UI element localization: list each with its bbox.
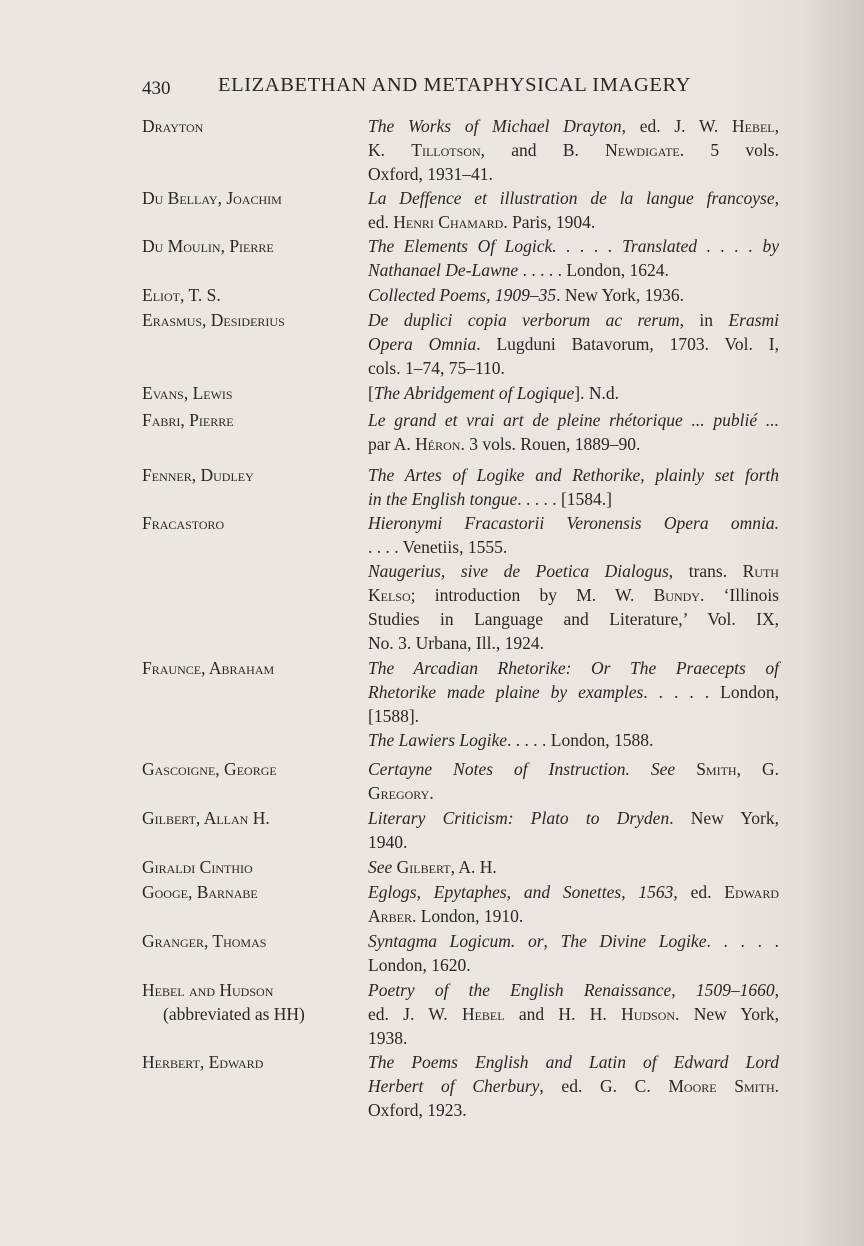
work-citation — [368, 855, 779, 879]
author-name: Du Moulin, Pierre — [142, 236, 274, 256]
citation-text: [1588]. — [368, 706, 420, 726]
citation-text: Le grand et vrai art de pleine rhétorique ... publié ... — [368, 410, 779, 430]
citation-line — [368, 356, 779, 380]
citation-line — [368, 234, 779, 258]
citation-text: , A. H. — [450, 857, 497, 877]
author-note: (abbreviated as HH) — [163, 1004, 305, 1024]
entry-author — [142, 186, 362, 210]
author-name: Fracastoro — [142, 513, 225, 533]
citation-text: No. 3. Urbana, Ill., 1924. — [368, 633, 544, 653]
citation-text: The Divine Logike — [560, 931, 707, 951]
citation-text: K. — [368, 140, 412, 160]
citation-text: Héron — [415, 434, 461, 454]
citation-text: Hebel — [731, 116, 775, 136]
citation-text: . London, 1910. — [411, 906, 524, 926]
citation-line — [368, 631, 779, 655]
citation-line — [368, 704, 779, 728]
author-name: Hebel and Hudson — [142, 980, 274, 1000]
citation-line — [368, 559, 779, 583]
citation-text: Rhetorike made plaine by examples — [368, 682, 644, 702]
citation-text: , ed. — [673, 882, 725, 902]
citation-text: London, 1620. — [368, 955, 471, 975]
entry-author — [142, 234, 362, 258]
citation-line — [368, 186, 779, 210]
citation-text: De duplici copia verborum ac rerum — [368, 310, 680, 330]
citation-text: . New York, — [669, 808, 779, 828]
citation-text: . . . . . — [706, 931, 780, 951]
citation-line — [368, 781, 779, 805]
citation-text: cols. 1–74, 75–110. — [368, 358, 505, 378]
citation-text: The Works of Michael Drayton — [368, 116, 622, 136]
citation-line — [368, 953, 779, 977]
author-name: Eliot, T. S. — [142, 285, 221, 305]
work-citation — [368, 234, 779, 282]
work-citation — [368, 728, 779, 752]
entry-author — [142, 978, 362, 1026]
citation-text: Newdigate — [605, 140, 680, 160]
citation-line — [368, 680, 779, 704]
citation-line — [368, 114, 779, 138]
citation-text: Ruth — [742, 561, 779, 581]
author-name: Herbert, Edward — [142, 1052, 264, 1072]
author-name: Fraunce, Abraham — [142, 658, 275, 678]
citation-line — [368, 308, 779, 332]
citation-text: Edward — [724, 882, 779, 902]
work-citation — [368, 978, 779, 1050]
citation-line — [368, 1098, 779, 1122]
citation-line — [368, 855, 779, 879]
page-number: 430 — [142, 78, 171, 99]
citation-line — [368, 607, 779, 631]
citation-line — [368, 332, 779, 356]
citation-text: ed. — [368, 212, 394, 232]
author-name: Evans, Lewis — [142, 383, 233, 403]
citation-text: . — [774, 1076, 779, 1096]
citation-text: , and B. — [480, 140, 606, 160]
citation-text: Certayne Notes of Instruction. See — [368, 759, 697, 779]
work-citation — [368, 308, 779, 380]
citation-text: . . . . . London, 1624. — [518, 260, 669, 280]
citation-line — [368, 432, 779, 456]
citation-text: The Elements Of Logick. . . . . Translated . . . . by — [368, 236, 779, 256]
citation-line — [368, 138, 779, 162]
citation-text: La Deffence et illustration de la langue francoyse — [368, 188, 775, 208]
author-name: Du Bellay, Joachim — [142, 188, 282, 208]
citation-text: ; introduction by M. W. — [410, 585, 654, 605]
citation-text: Moore Smith — [668, 1076, 775, 1096]
citation-text: Opera Omnia — [368, 334, 477, 354]
work-citation — [368, 1050, 779, 1122]
citation-text: Eglogs, Epytaphes, and Sonettes, 1563 — [368, 882, 674, 902]
citation-text: . 3 vols. Rouen, 1889–90. — [460, 434, 641, 454]
author-name: Gascoigne, George — [142, 759, 277, 779]
citation-text: Collected Poems, 1909–35 — [368, 285, 557, 305]
citation-text: Herbert of Cherbury — [368, 1076, 540, 1096]
citation-text: The Lawiers Logike — [368, 730, 508, 750]
entry-author — [142, 929, 362, 953]
citation-text: [ — [368, 383, 374, 403]
citation-text: Oxford, 1923. — [368, 1100, 467, 1120]
work-citation — [368, 408, 779, 456]
citation-text: Syntagma Logicum. or — [368, 931, 544, 951]
citation-text: Hudson — [621, 1004, 676, 1024]
citation-text: 1940. — [368, 832, 408, 852]
citation-line — [368, 904, 779, 928]
citation-text: . . . . Venetiis, 1555. — [368, 537, 508, 557]
citation-line — [368, 830, 779, 854]
citation-line — [368, 463, 779, 487]
citation-text: . . . . . London, — [643, 682, 779, 702]
entry-author — [142, 880, 362, 904]
work-citation — [368, 929, 779, 977]
running-title: ELIZABETHAN AND METAPHYSICAL IMAGERY — [218, 74, 692, 96]
work-citation — [368, 463, 779, 511]
citation-text: . — [429, 783, 434, 803]
citation-text: Gilbert — [396, 857, 451, 877]
citation-text: Literary Criticism: Plato to Dryden — [368, 808, 670, 828]
citation-line — [368, 806, 779, 830]
citation-text: . . . . . [1584.] — [517, 489, 613, 509]
citation-text: , ed. G. C. — [539, 1076, 669, 1096]
work-citation — [368, 381, 779, 405]
citation-text: . . . . . London, 1588. — [507, 730, 654, 750]
author-name: Gilbert, Allan H. — [142, 808, 270, 828]
citation-text: , trans. — [668, 561, 743, 581]
citation-text: , ed. J. W. — [621, 116, 732, 136]
citation-text: Bundy — [653, 585, 700, 605]
citation-line — [368, 757, 779, 781]
citation-line — [368, 656, 779, 680]
entry-author — [142, 511, 362, 535]
citation-text: Hieronymi Fracastorii Veronensis Opera omnia. — [368, 513, 779, 533]
citation-text: Gregory — [368, 783, 430, 803]
citation-line — [368, 535, 779, 559]
citation-text: Arber — [368, 906, 412, 926]
citation-line — [368, 408, 779, 432]
citation-text: in the English tongue — [368, 489, 518, 509]
citation-text: See — [368, 857, 397, 877]
citation-text: The Artes of Logike and Rethorike, plainly set forth — [368, 465, 779, 485]
citation-text: , — [774, 116, 779, 136]
citation-text: , in — [679, 310, 729, 330]
citation-text: The Poems English and Latin of Edward Lord — [368, 1052, 779, 1072]
entry-author — [142, 656, 362, 680]
citation-text: Erasmi — [728, 310, 779, 330]
citation-text: Hebel — [461, 1004, 505, 1024]
citation-line — [368, 1050, 779, 1074]
citation-text: . New York, — [675, 1004, 779, 1024]
citation-line — [368, 583, 779, 607]
citation-text: . Lugduni Batavorum, 1703. Vol. I, — [476, 334, 779, 354]
citation-line — [368, 880, 779, 904]
citation-line — [368, 1002, 779, 1026]
citation-text: The Arcadian Rhetorike: Or The Praecepts of — [368, 658, 779, 678]
work-citation — [368, 186, 779, 234]
work-citation — [368, 757, 779, 805]
citation-text: , — [543, 931, 561, 951]
author-name: Fabri, Pierre — [142, 410, 234, 430]
citation-line — [368, 1026, 779, 1050]
citation-text: ]. N.d. — [574, 383, 619, 403]
work-citation — [368, 283, 779, 307]
work-citation — [368, 656, 779, 728]
author-name: Googe, Barnabe — [142, 882, 258, 902]
citation-line — [368, 162, 779, 186]
citation-line — [368, 487, 779, 511]
work-citation — [368, 880, 779, 928]
entry-author — [142, 381, 362, 405]
citation-text: The Abridgement of Logique — [373, 383, 575, 403]
citation-text: Henri Chamard — [393, 212, 504, 232]
work-citation — [368, 806, 779, 854]
citation-text: . ‘Illinois — [699, 585, 779, 605]
citation-line — [368, 210, 779, 234]
citation-text: Naugerius, sive de Poetica Dialogus — [368, 561, 669, 581]
author-name: Drayton — [142, 116, 204, 136]
citation-text: . 5 vols. — [679, 140, 779, 160]
entry-author — [142, 855, 362, 879]
work-citation — [368, 559, 779, 655]
entry-author — [142, 806, 362, 830]
citation-line — [368, 283, 779, 307]
citation-text: 1938. — [368, 1028, 408, 1048]
citation-line — [368, 728, 779, 752]
entry-author — [142, 463, 362, 487]
citation-text: Oxford, 1931–41. — [368, 164, 493, 184]
entry-author — [142, 308, 362, 332]
author-name: Granger, Thomas — [142, 931, 267, 951]
citation-line — [368, 381, 779, 405]
entry-author — [142, 1050, 362, 1074]
citation-line — [368, 978, 779, 1002]
citation-text: . New York, 1936. — [556, 285, 684, 305]
citation-line — [368, 929, 779, 953]
citation-text: Nathanael De-Lawne — [368, 260, 519, 280]
citation-text: and H. H. — [504, 1004, 622, 1024]
citation-line — [368, 511, 779, 535]
citation-text: Smith — [696, 759, 737, 779]
citation-text: Studies in Language and Literature,’ Vol. IX, — [368, 609, 779, 629]
entry-author — [142, 283, 362, 307]
work-citation — [368, 511, 779, 559]
citation-text: , G. — [736, 759, 779, 779]
citation-text: ed. J. W. — [368, 1004, 462, 1024]
citation-line — [368, 1074, 779, 1098]
citation-line — [368, 258, 779, 282]
entry-author — [142, 408, 362, 432]
author-name: Fenner, Dudley — [142, 465, 254, 485]
citation-text: Kelso — [368, 585, 411, 605]
citation-text: , — [774, 188, 779, 208]
entry-author — [142, 757, 362, 781]
work-citation — [368, 114, 779, 186]
citation-text: Tillotson — [411, 140, 481, 160]
citation-text: Poetry of the English Renaissance, 1509–1660 — [368, 980, 775, 1000]
author-name: Giraldi Cinthio — [142, 857, 253, 877]
citation-text: . Paris, 1904. — [503, 212, 596, 232]
entry-author — [142, 114, 362, 138]
citation-text: , — [774, 980, 779, 1000]
citation-text: par A. — [368, 434, 416, 454]
author-name: Erasmus, Desiderius — [142, 310, 285, 330]
